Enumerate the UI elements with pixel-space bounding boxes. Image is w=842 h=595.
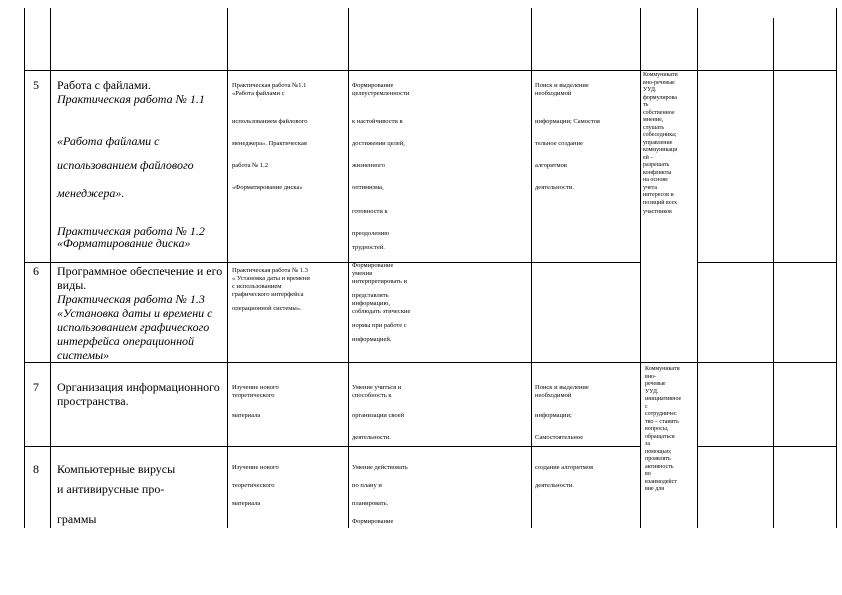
cell-line: Умение действовать (352, 464, 408, 471)
cell-line: материала (232, 500, 261, 507)
cell-line: инициативное (645, 396, 682, 402)
cell-line: коммуникаци (643, 147, 678, 153)
activity-cell (232, 464, 346, 508)
topic-practice: использованием файлового (57, 158, 194, 172)
topic-title: виды. (57, 278, 87, 292)
cell-line: трудностей. (352, 244, 385, 251)
col-divider-5 (640, 8, 641, 528)
cell-line: сотрудничес (645, 411, 677, 417)
cell-line: во (645, 471, 651, 477)
topic-title: Работа с файлами. (57, 78, 151, 92)
cell-line: операционной системы». (232, 305, 302, 312)
cell-line: на основе (643, 177, 668, 183)
cell-line: целеустремленности (352, 90, 410, 97)
cell-line: «Работа файлами с (232, 90, 285, 97)
cell-line: Самостоятельное (535, 434, 584, 441)
cell-line: оптимизма, (352, 184, 384, 191)
cell-line: работа № 1.2 (232, 162, 268, 169)
topic-practice: Практическая работа № 1.2 (57, 224, 205, 238)
col-divider-2 (227, 8, 228, 528)
cell-line: обращаться (645, 433, 675, 440)
cell-line: умения (352, 270, 373, 277)
cell-line: Формирование (352, 518, 394, 525)
cell-line: деятельности. (352, 434, 391, 441)
cell-line: информацию, (352, 300, 390, 307)
cell-line: Умение учиться и (352, 384, 402, 391)
cell-line: вие для (645, 486, 665, 492)
table-border-left (24, 8, 25, 528)
cell-line: вно-речевые (643, 79, 675, 86)
cell-line: теоретического (232, 482, 275, 489)
cell-line: УУД. (645, 388, 659, 395)
cell-line: конфликты (643, 169, 672, 176)
cell-line: слушать (643, 124, 665, 131)
topic-practice: менеджера». (57, 186, 125, 200)
personal-results-cell (352, 82, 528, 252)
topic-practice: использованием графического (57, 320, 210, 334)
topic-practice: «Форматирование диска» (57, 236, 191, 250)
row-number: 5 (33, 78, 39, 92)
cell-line: Поиск и выделение (535, 82, 589, 89)
cell-line: Изучение нового (232, 464, 279, 471)
cell-line: графического интерфейса (232, 291, 304, 298)
col-divider-4 (531, 8, 532, 528)
cell-line: к настойчивости в (352, 118, 403, 125)
cell-line: вопросы, (645, 426, 669, 432)
personal-results-cell (352, 464, 528, 526)
cell-line: создание алгоритмов (535, 464, 594, 471)
topic-cell (57, 462, 225, 526)
cell-line: « Установка даты и времени (232, 275, 310, 282)
cell-line: речевые (645, 381, 666, 387)
cell-line: разрешать (643, 162, 670, 168)
cognitive-uud-cell (535, 384, 639, 442)
activity-cell (232, 384, 346, 420)
cell-line: Практическая работа № 1.3 (232, 267, 308, 274)
row-divider-7-8-right (697, 446, 837, 447)
topic-practice: Практическая работа № 1.1 (57, 92, 205, 106)
col-divider-6 (697, 8, 698, 528)
cell-line: управление (643, 139, 673, 146)
cell-line: по плану и (352, 482, 382, 489)
topic-practice: Практическая работа № 1.3 (57, 292, 205, 306)
row-divider-5-6 (24, 262, 640, 263)
cognitive-uud-cell (535, 82, 639, 192)
col-divider-7 (773, 18, 774, 528)
cell-line: активность (645, 463, 674, 470)
cell-line: Формирование (352, 82, 394, 89)
row-divider-6-7 (24, 362, 837, 363)
col-divider-1 (50, 8, 51, 528)
topic-title: Организация информационного (57, 380, 220, 394)
cell-line: Практическая работа №1.1 (232, 82, 307, 89)
topic-cell (57, 78, 225, 250)
cell-line: нормы при работе с (352, 322, 407, 329)
col-divider-3 (348, 8, 349, 528)
topic-practice: «Установка даты и времени с (57, 306, 213, 320)
cell-line: Изучение нового (232, 384, 279, 391)
row-divider-top (24, 70, 837, 71)
cell-line: «Форматирование диска» (232, 184, 303, 191)
topic-practice: интерфейса операционной (57, 334, 195, 348)
cognitive-uud-cell (535, 464, 639, 490)
cell-line: жизненного (352, 162, 385, 169)
table-border-right (836, 8, 837, 528)
topic-title: и антивирусные про- (57, 482, 165, 496)
cell-line: участников (643, 209, 672, 215)
cell-line: менеджера». Практическая (232, 140, 307, 147)
cell-line: помощью; (645, 448, 672, 455)
cell-line: материала (232, 412, 261, 419)
cell-line: использованием файлового (232, 118, 308, 125)
cell-line: взаимодейст (645, 478, 677, 485)
cell-line: достижении целей, (352, 140, 405, 147)
topic-cell (57, 264, 225, 362)
cell-line: Коммуникати (645, 366, 680, 372)
personal-results-cell (352, 262, 528, 344)
cell-line: интерпретировать и (352, 278, 407, 285)
topic-title: пространства. (57, 394, 129, 408)
topic-title: граммы (57, 512, 97, 526)
communicative-uud-cell (645, 366, 697, 494)
cell-line: собственное (643, 109, 675, 116)
communicative-uud-cell (643, 72, 697, 217)
cell-line: УУД. (643, 87, 657, 93)
row-divider-5-6-right (697, 262, 837, 263)
cell-line: позиций всех (643, 199, 678, 206)
cell-line: ть (643, 102, 649, 108)
cell-line: информации; (535, 412, 572, 419)
cell-line: способность к (352, 392, 392, 399)
row-number: 8 (33, 462, 39, 476)
cell-line: тельное создание (535, 140, 583, 147)
row-number: 7 (33, 380, 39, 394)
cell-line: соблюдать этические (352, 308, 411, 315)
cell-line: учета (643, 184, 658, 191)
cell-line: ей – (643, 154, 654, 161)
cell-line: мнение, (643, 117, 664, 123)
cell-line: представлять (352, 292, 389, 299)
topic-practice: системы» (57, 348, 110, 362)
cell-line: необходимой (535, 392, 572, 399)
personal-results-cell (352, 384, 528, 442)
cell-line: Формирование (352, 262, 394, 269)
topic-cell (57, 380, 225, 408)
cell-line: деятельности. (535, 184, 574, 191)
cell-line: за (645, 441, 651, 447)
cell-line: готовности к (352, 208, 388, 215)
cell-line: собеседника; (643, 132, 677, 138)
topic-title: Компьютерные вирусы (57, 462, 176, 476)
cell-line: необходимой (535, 90, 572, 97)
cell-line: с (645, 403, 648, 410)
cell-line: тво – ставить (645, 418, 679, 425)
cell-line: организации своей (352, 412, 405, 419)
cell-line: с использованием (232, 283, 282, 290)
cell-line: вно- (645, 373, 657, 380)
cell-line: информации; Самостоя (535, 118, 600, 125)
row-divider-7-8 (24, 446, 640, 447)
cell-line: формулирова (643, 94, 677, 101)
cell-line: проявлять (645, 456, 671, 462)
cell-line: деятельности. (535, 482, 574, 489)
cell-line: планировать. (352, 500, 389, 507)
topic-title: Программное обеспечение и его (57, 264, 223, 278)
cell-line: информацией. (352, 336, 392, 343)
topic-practice: «Работа файлами с (57, 134, 160, 148)
cell-line: теоретического (232, 392, 275, 399)
cell-line: алгоритмов (535, 162, 567, 169)
activity-cell (232, 82, 346, 192)
activity-cell (232, 267, 346, 313)
row-number: 6 (33, 264, 39, 278)
cell-line: интересов и (643, 192, 674, 198)
cell-line: Коммуникати (643, 72, 678, 78)
cell-line: Поиск и выделение (535, 384, 589, 391)
cell-line: преодолению (352, 230, 390, 237)
